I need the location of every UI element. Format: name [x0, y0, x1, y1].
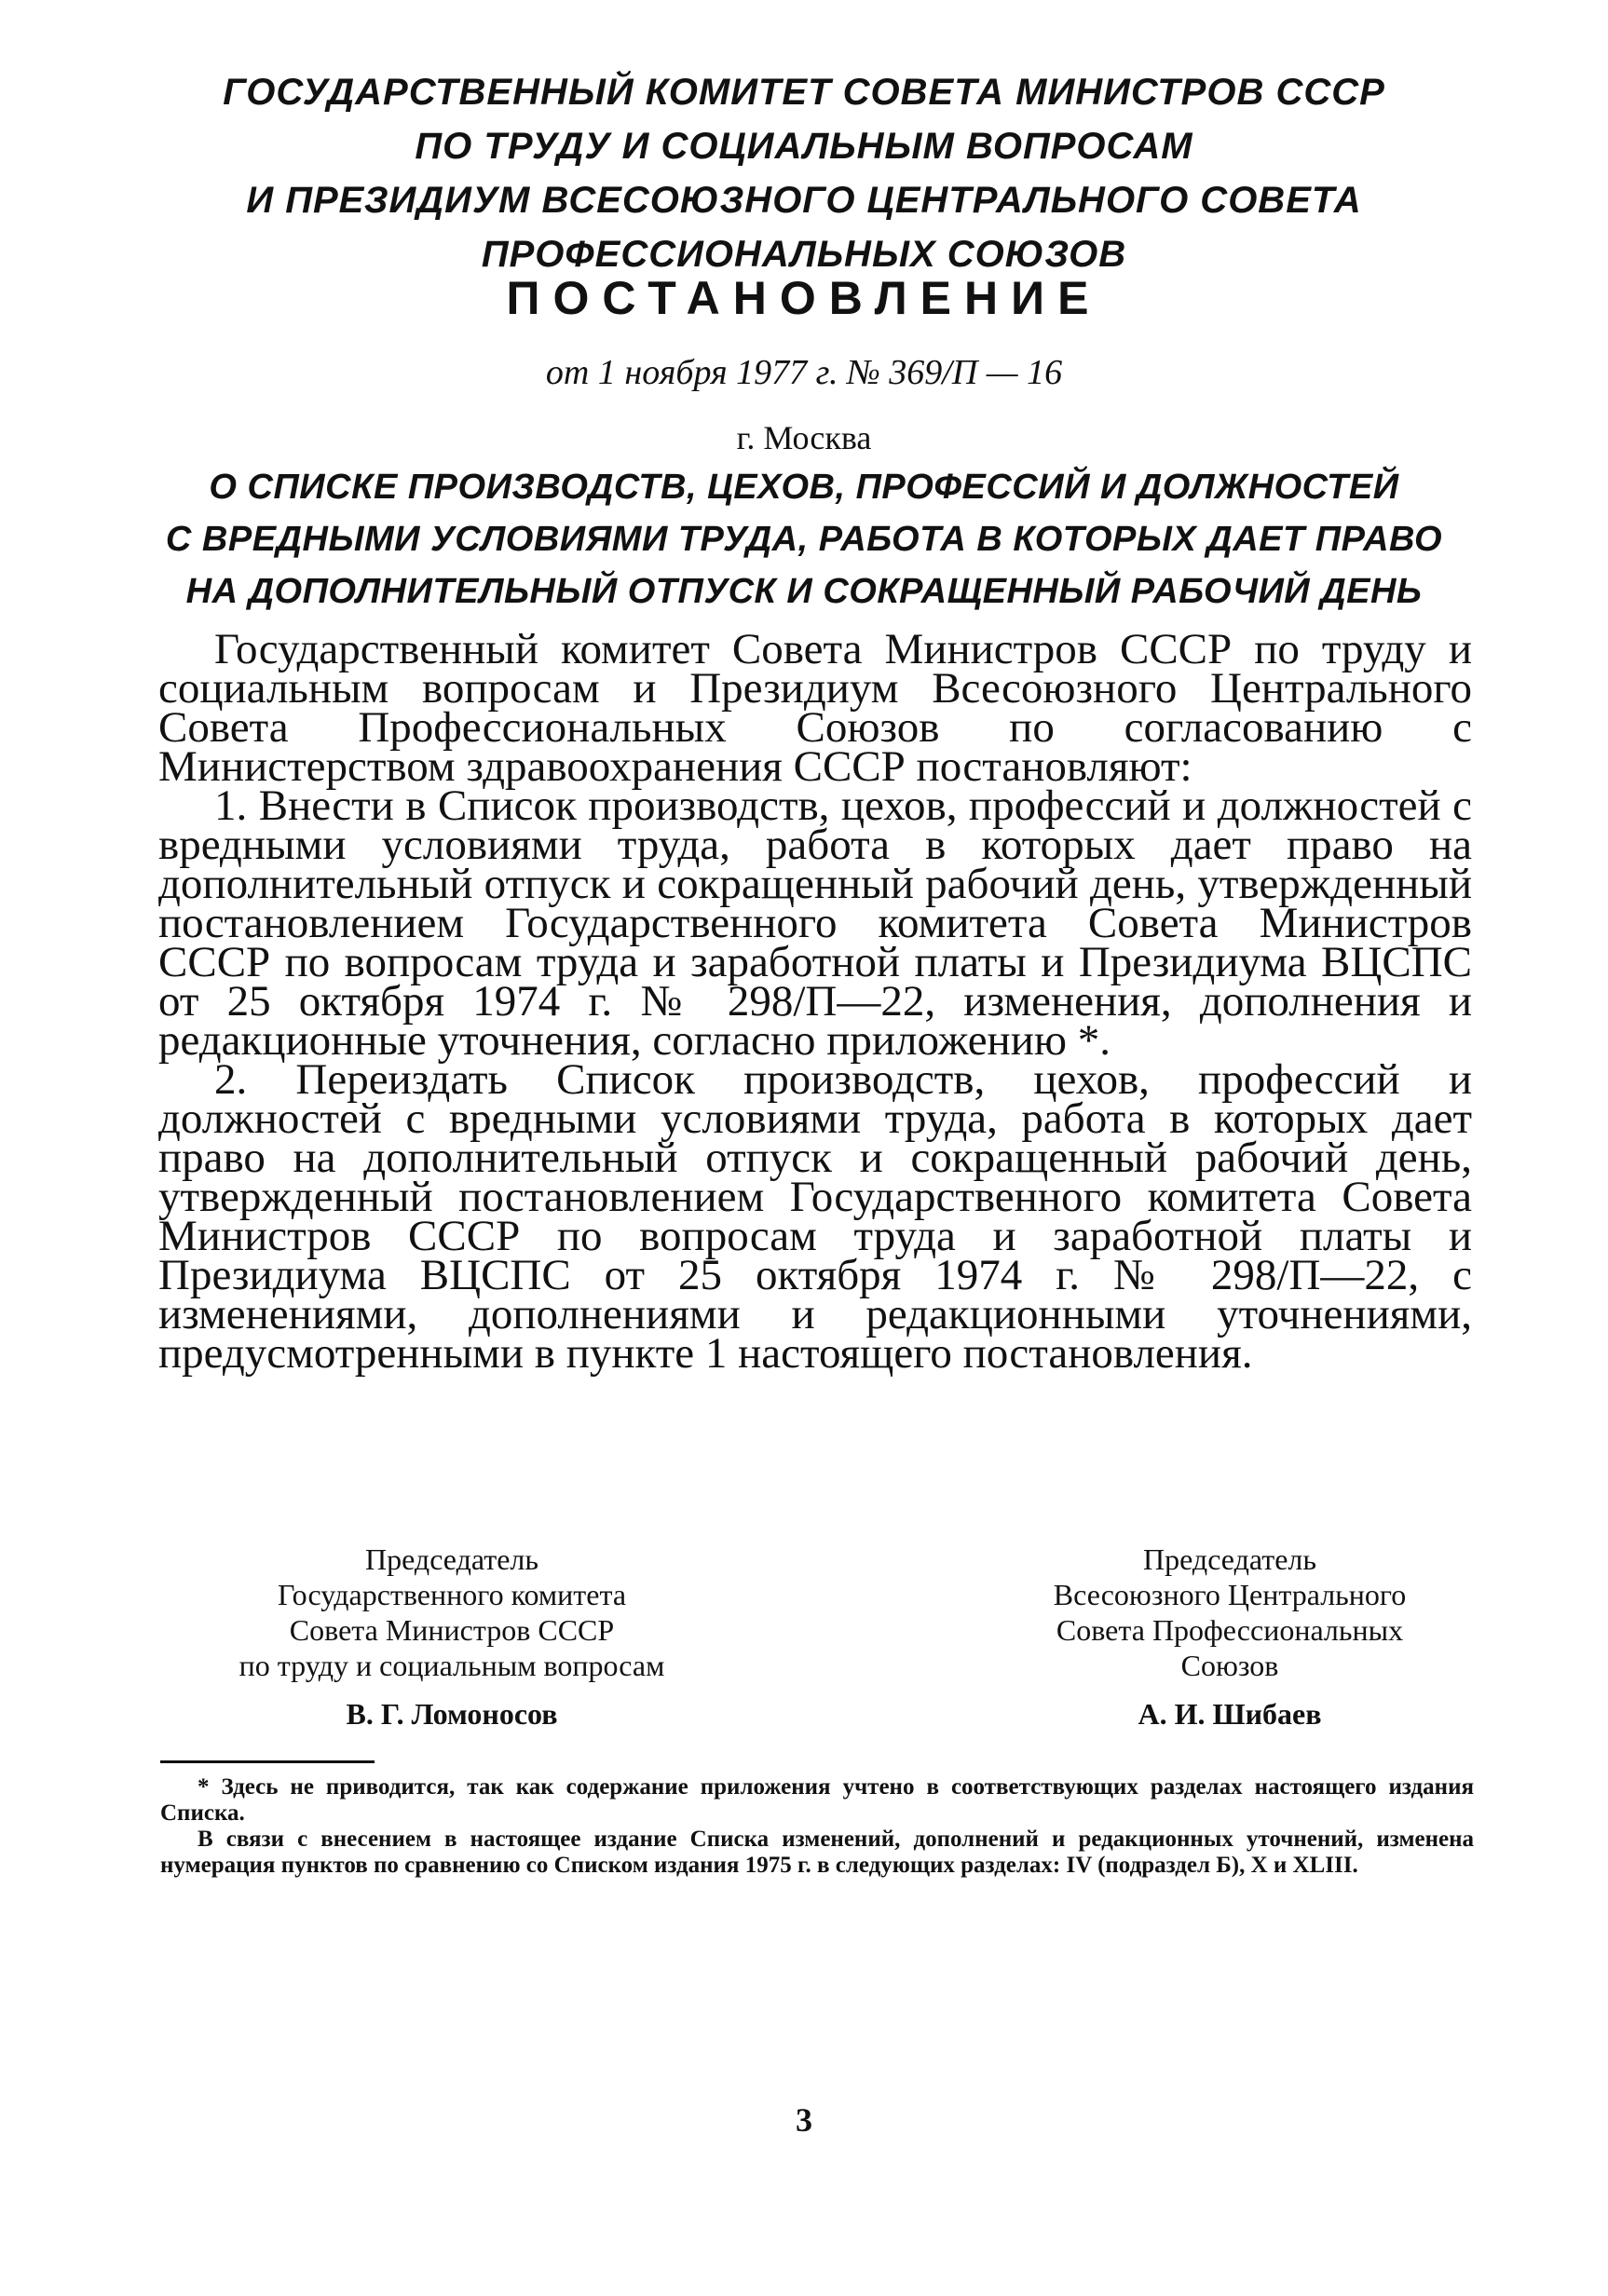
- signatory-title-line: по труду и социальным вопросам: [238, 1649, 665, 1682]
- subject-line: С ВРЕДНЫМИ УСЛОВИЯМИ ТРУДА, РАБОТА В КОТОРЫХ ДАЕТ ПРАВО: [165, 520, 1443, 559]
- issuer-line: ПРОФЕССИОНАЛЬНЫХ СОЮЗОВ: [481, 234, 1127, 275]
- issuer-line: ПО ТРУДУ И СОЦИАЛЬНЫМ ВОПРОСАМ: [415, 126, 1193, 167]
- signature-left: [149, 1542, 755, 1732]
- signatory-title-line: Председатель: [1143, 1542, 1316, 1576]
- issuer-line: И ПРЕЗИДИУМ ВСЕСОЮЗНОГО ЦЕНТРАЛЬНОГО СОВЕТА: [246, 180, 1362, 221]
- footnotes: [160, 1774, 1474, 1879]
- signatory-title-line: Совета Министров СССР: [289, 1613, 615, 1647]
- signatory-title-line: Союзов: [1180, 1649, 1279, 1682]
- signatory-title-line: Совета Профессиональных: [1056, 1613, 1404, 1647]
- resolution-point-1: 1. Внести в Список производств, цехов, профессий и должностей с вредными условиями труда, работа в которых дает право на дополнительный отпуск и сокращенный рабочий день, утвержденный постановлением Государственного комитета Совета Министров СССР по вопросам труда и заработной платы и Президиума ВЦСПС от 25 октября 1974 г. № 298/П—22, изменения, дополнения и редакционные уточнения, согласно приложению *.: [158, 781, 1472, 1065]
- subject-line: НА ДОПОЛНИТЕЛЬНЫЙ ОТПУСК И СОКРАЩЕННЫЙ РАБОЧИЙ ДЕНЬ: [185, 572, 1423, 611]
- document-body: [158, 625, 1472, 1378]
- signatory-name: А. И. Шибаев: [1138, 1697, 1322, 1731]
- footnote: В связи с внесением в настоящее издание Списка изменений, дополнений и редакционных уточнений, изменена нумерация пунктов по сравнению со Списком издания 1975 г. в следующих разделах: IV (подраздел Б), X и XLIII.: [160, 1827, 1474, 1878]
- signatory-title-line: Председатель: [365, 1542, 538, 1576]
- document-city: г. Москва: [736, 419, 872, 456]
- page-number: 3: [796, 2101, 812, 2139]
- preamble-paragraph: Государственный комитет Совета Министров СССР по труду и социальным вопросам и Президиум Всесоюзного Центрального Совета Профессиональных Союзов по согласованию с Министерством здравоохранения СССР постановляют:: [158, 625, 1472, 791]
- signatory-title-line: Всесоюзного Центрального: [1053, 1578, 1407, 1611]
- signature-right: [978, 1542, 1481, 1732]
- document-type-heading: ПОСТАНОВЛЕНИЕ: [506, 272, 1102, 324]
- document-date-number: от 1 ноября 1977 г. № 369/П — 16: [545, 353, 1063, 392]
- document-subject: [0, 461, 1608, 618]
- subject-line: О СПИСКЕ ПРОИЗВОДСТВ, ЦЕХОВ, ПРОФЕССИЙ И ДОЛЖНОСТЕЙ: [209, 468, 1399, 507]
- issuer-block: [0, 65, 1608, 281]
- resolution-point-2: 2. Переиздать Список производств, цехов, профессий и должностей с вредными условиями труда, работа в которых дает право на дополнительный отпуск и сокращенный рабочий день, утвержденный постановлением Государственного комитета Совета Министров СССР по вопросам труда и заработной платы и Президиума ВЦСПС от 25 октября 1974 г. № 298/П—22, с изменениями, дополнениями и редакционными уточнениями, предусмотренными в пункте 1 настоящего постановления.: [158, 1055, 1472, 1378]
- footnote: * Здесь не приводится, так как содержание приложения учтено в соответствующих разделах настоящего издания Списка.: [160, 1774, 1474, 1826]
- issuer-line: ГОСУДАРСТВЕННЫЙ КОМИТЕТ СОВЕТА МИНИСТРОВ СССР: [223, 72, 1385, 113]
- signature-block: [0, 1542, 1608, 1731]
- signatory-name: В. Г. Ломоносов: [346, 1697, 558, 1731]
- footnote-divider: [160, 1760, 375, 1763]
- signatory-title-line: Государственного комитета: [277, 1578, 627, 1611]
